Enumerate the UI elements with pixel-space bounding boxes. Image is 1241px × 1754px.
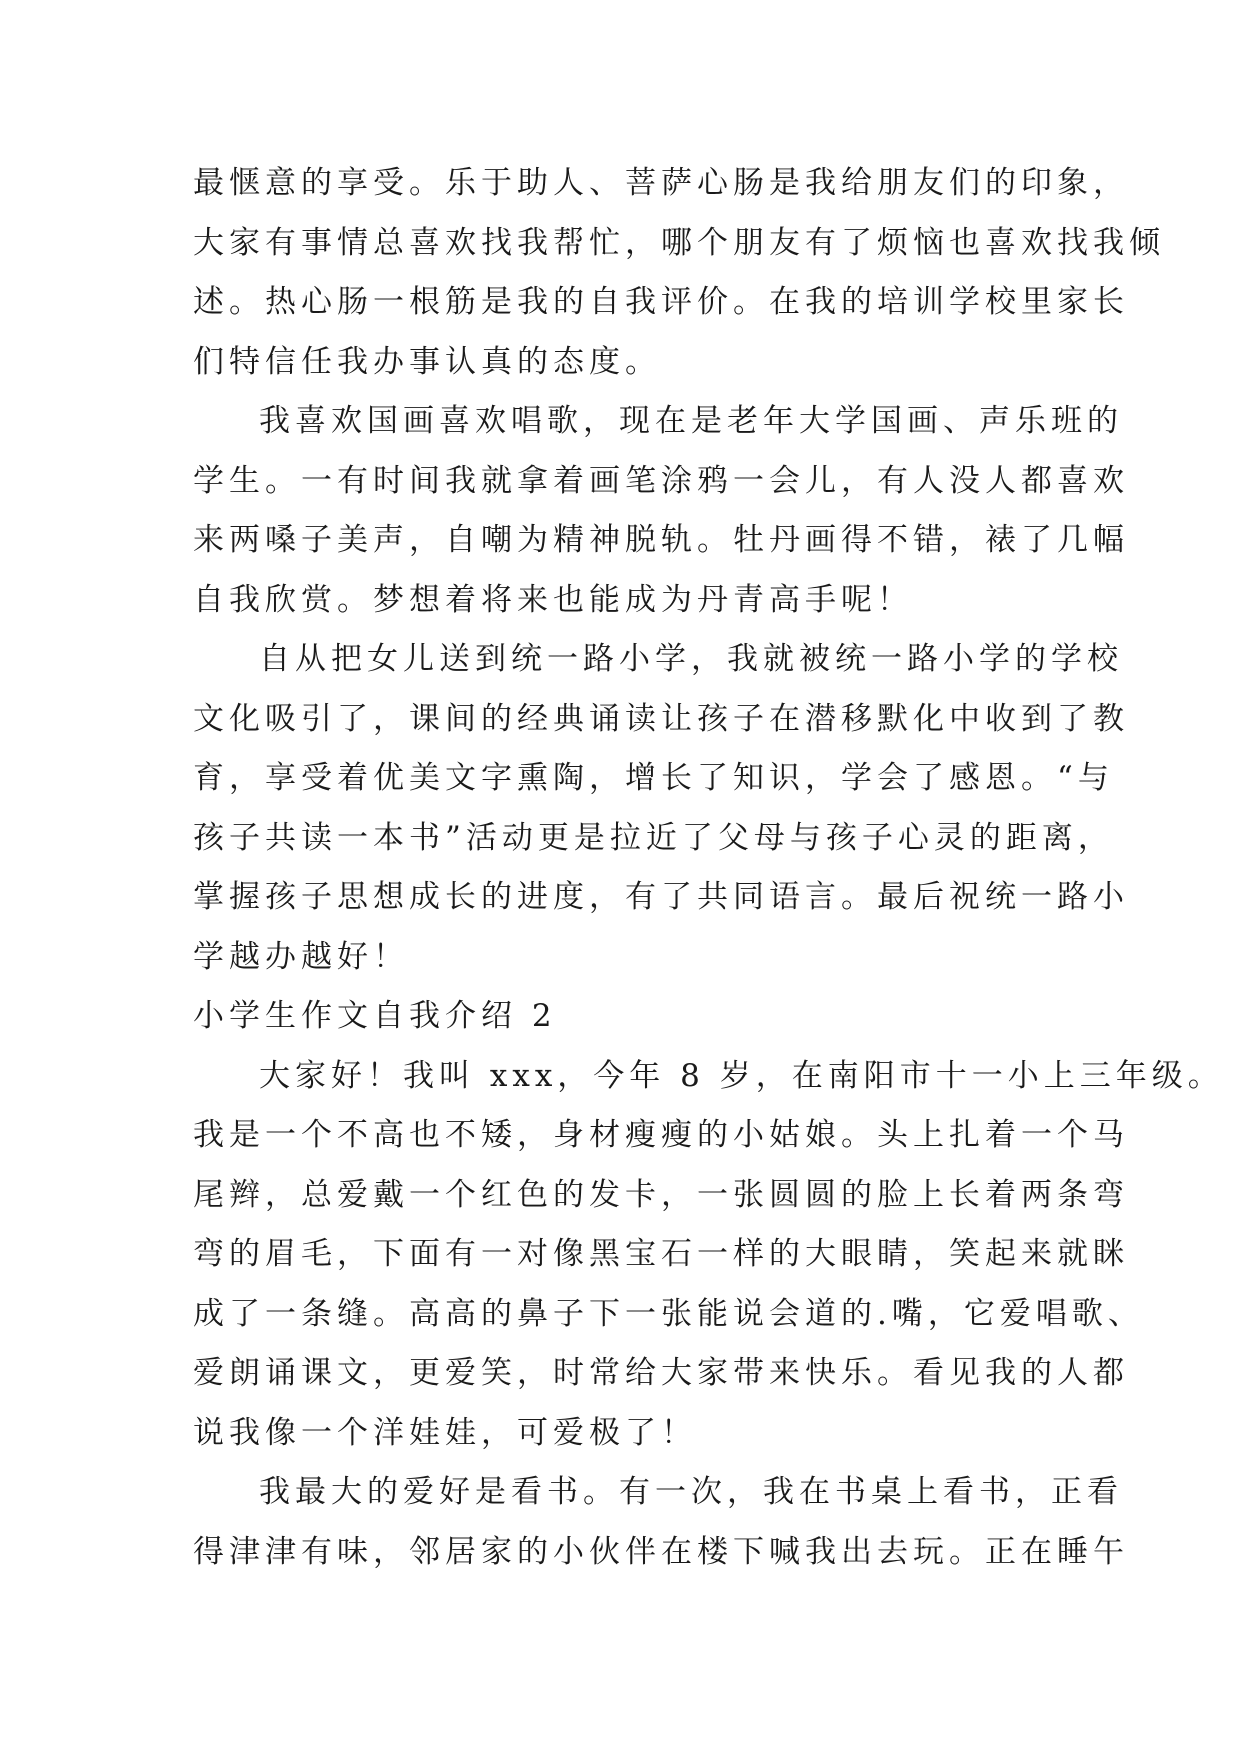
text-line: 孩子共读一本书”活动更是拉近了父母与孩子心灵的距离， [193, 819, 1114, 856]
text-line: 学越办越好！ [193, 938, 409, 975]
text-line: 我喜欢国画喜欢唱歌，现在是老年大学国画、声乐班的 [259, 403, 1123, 439]
text-line: 育，享受着优美文字熏陶，增长了知识，学会了感恩。“与 [193, 760, 1114, 796]
document-body [193, 154, 1224, 1582]
text-line: 最惬意的享受。乐于助人、菩萨心肠是我给朋友们的印象， [193, 165, 1129, 201]
text-line: 掌握孩子思想成长的进度，有了共同语言。最后祝统一路小 [193, 879, 1129, 915]
text-line: 自从把女儿送到统一路小学，我就被统一路小学的学校 [259, 641, 1123, 677]
text-line: 说我像一个洋娃娃，可爱极了！ [193, 1414, 697, 1451]
text-line: 得津津有味，邻居家的小伙伴在楼下喊我出去玩。正在睡午 [193, 1533, 1129, 1570]
text-line: 成了一条缝。高高的鼻子下一张能说会道的.嘴，它爱唱歌、 [193, 1295, 1144, 1332]
paragraph [193, 392, 1129, 630]
text-line: 弯的眉毛，下面有一对像黑宝石一样的大眼睛，笑起来就眯 [193, 1236, 1129, 1272]
paragraph [193, 1047, 1224, 1464]
text-line: 文化吸引了，课间的经典诵读让孩子在潜移默化中收到了教 [193, 700, 1129, 737]
paragraph [193, 154, 1165, 392]
text-line: 我最大的爱好是看书。有一次，我在书桌上看书，正看 [259, 1474, 1123, 1510]
text-line: 大家有事情总喜欢找我帮忙，哪个朋友有了烦恼也喜欢找我倾 [193, 224, 1165, 261]
text-line: 大家好！我叫 xxx，今年 8 岁，在南阳市十一小上三年级。 [259, 1057, 1224, 1094]
text-line: 我是一个不高也不矮，身材瘦瘦的小姑娘。头上扎着一个马 [193, 1117, 1129, 1153]
text-line: 自我欣赏。梦想着将来也能成为丹青高手呢！ [193, 581, 913, 618]
text-line: 来两嗓子美声，自嘲为精神脱轨。牡丹画得不错，裱了几幅 [193, 522, 1129, 558]
paragraph [193, 630, 1129, 987]
paragraph [193, 1463, 1129, 1582]
text-line: 爱朗诵课文，更爱笑，时常给大家带来快乐。看见我的人都 [193, 1355, 1129, 1391]
text-line: 们特信任我办事认真的态度。 [193, 343, 661, 380]
text-line: 述。热心肠一根筋是我的自我评价。在我的培训学校里家长 [193, 284, 1129, 320]
section-heading: 小学生作文自我介绍 2 [193, 998, 557, 1034]
text-line: 学生。一有时间我就拿着画笔涂鸦一会儿，有人没人都喜欢 [193, 462, 1129, 499]
text-line: 尾辫，总爱戴一个红色的发卡，一张圆圆的脸上长着两条弯 [193, 1176, 1129, 1213]
